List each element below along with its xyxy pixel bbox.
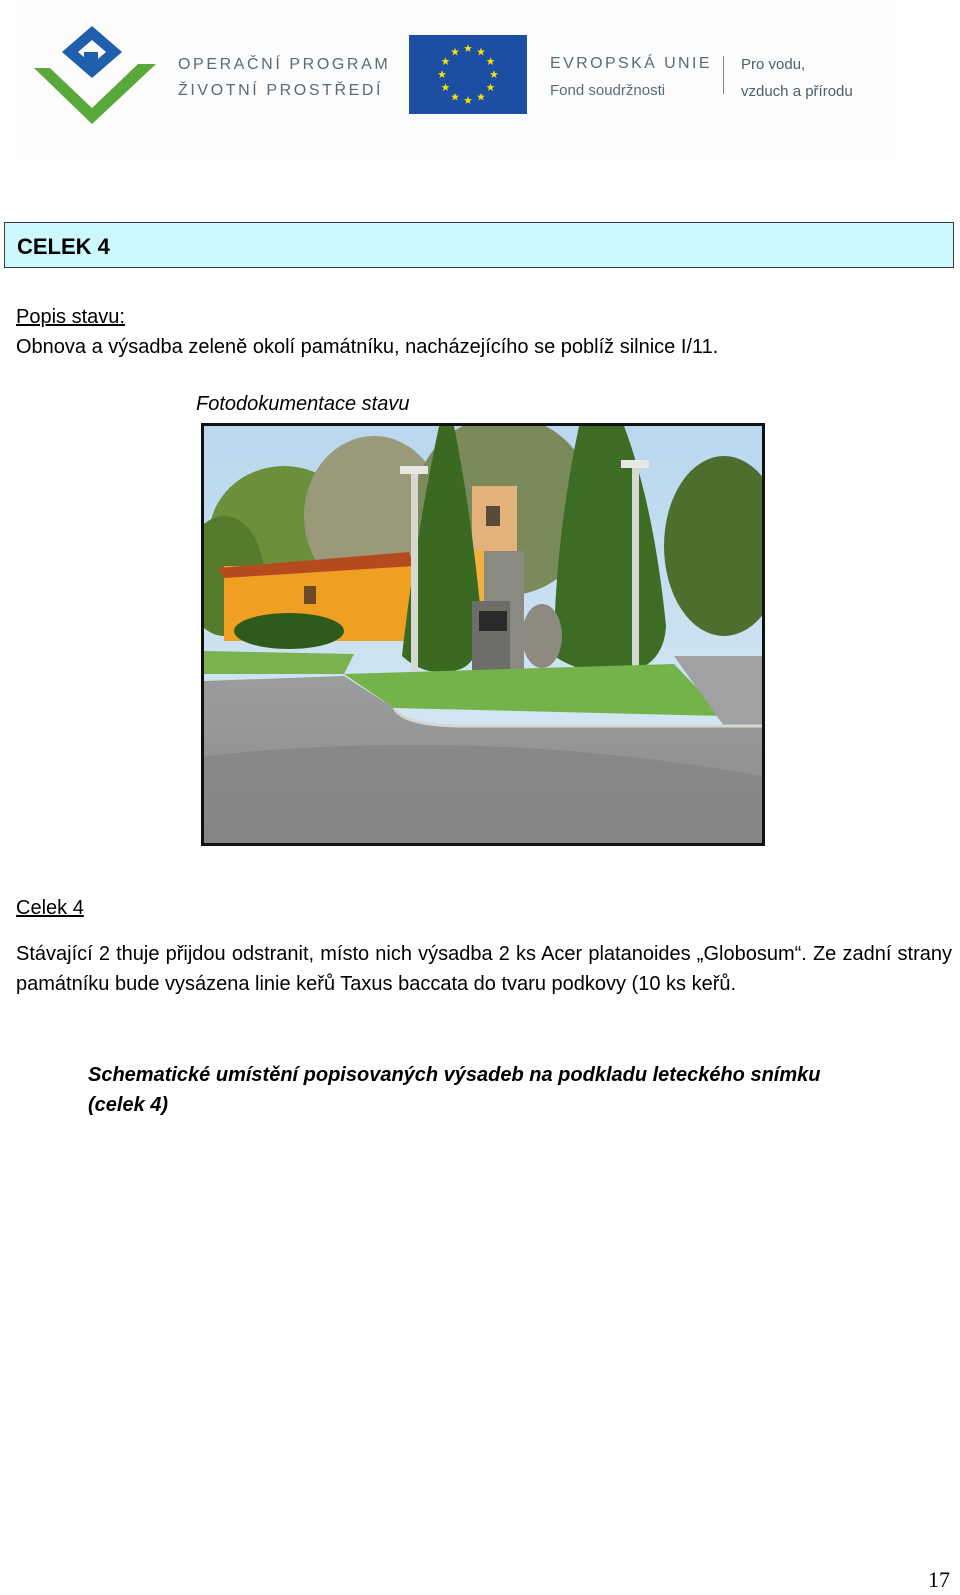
section-title-box bbox=[4, 222, 954, 268]
description-text: Obnova a výsadba zeleně okolí památníku, nacházejícího se poblíž silnice I/11. bbox=[16, 336, 719, 358]
schema-caption bbox=[88, 1060, 908, 1120]
op-line-1: OPERAČNÍ PROGRAM bbox=[178, 56, 391, 73]
photo-caption: Fotodokumentace stavu bbox=[196, 393, 410, 415]
description-label: Popis stavu: bbox=[16, 306, 125, 328]
op-line-2: ŽIVOTNÍ PROSTŘEDÍ bbox=[178, 82, 384, 99]
eu-line-1: EVROPSKÁ UNIE bbox=[550, 55, 712, 72]
section-title: CELEK 4 bbox=[17, 234, 110, 259]
eu-text bbox=[550, 50, 712, 104]
celek-label: Celek 4 bbox=[16, 897, 84, 919]
header-divider bbox=[723, 56, 724, 94]
eu-line-2: Fond soudržnosti bbox=[550, 82, 666, 99]
eu-flag-icon bbox=[409, 35, 527, 114]
celek-description: Stávající 2 thuje přijdou odstranit, místo nich výsadba 2 ks Acer platanoides „Globosum“. Ze zadní strany památníku bude vysázena linie keřů Taxus baccata do tvaru podkovy (10 ks keřů. bbox=[16, 943, 952, 995]
op-program-text bbox=[178, 52, 390, 104]
page-number: 17 bbox=[928, 1567, 950, 1592]
motto-line-2: vzduch a přírodu bbox=[741, 83, 853, 100]
motto-line-1: Pro vodu, bbox=[741, 56, 806, 73]
op-zp-logo-icon bbox=[34, 26, 156, 124]
schema-caption-line-1: Schematické umístění popisovaných výsadeb na podkladu leteckého snímku bbox=[88, 1064, 821, 1086]
site-photo bbox=[201, 423, 765, 846]
header-banner bbox=[16, 0, 896, 160]
schema-caption-line-2: (celek 4) bbox=[88, 1094, 169, 1116]
site-photo-image bbox=[204, 426, 762, 843]
motto-text bbox=[741, 51, 853, 105]
